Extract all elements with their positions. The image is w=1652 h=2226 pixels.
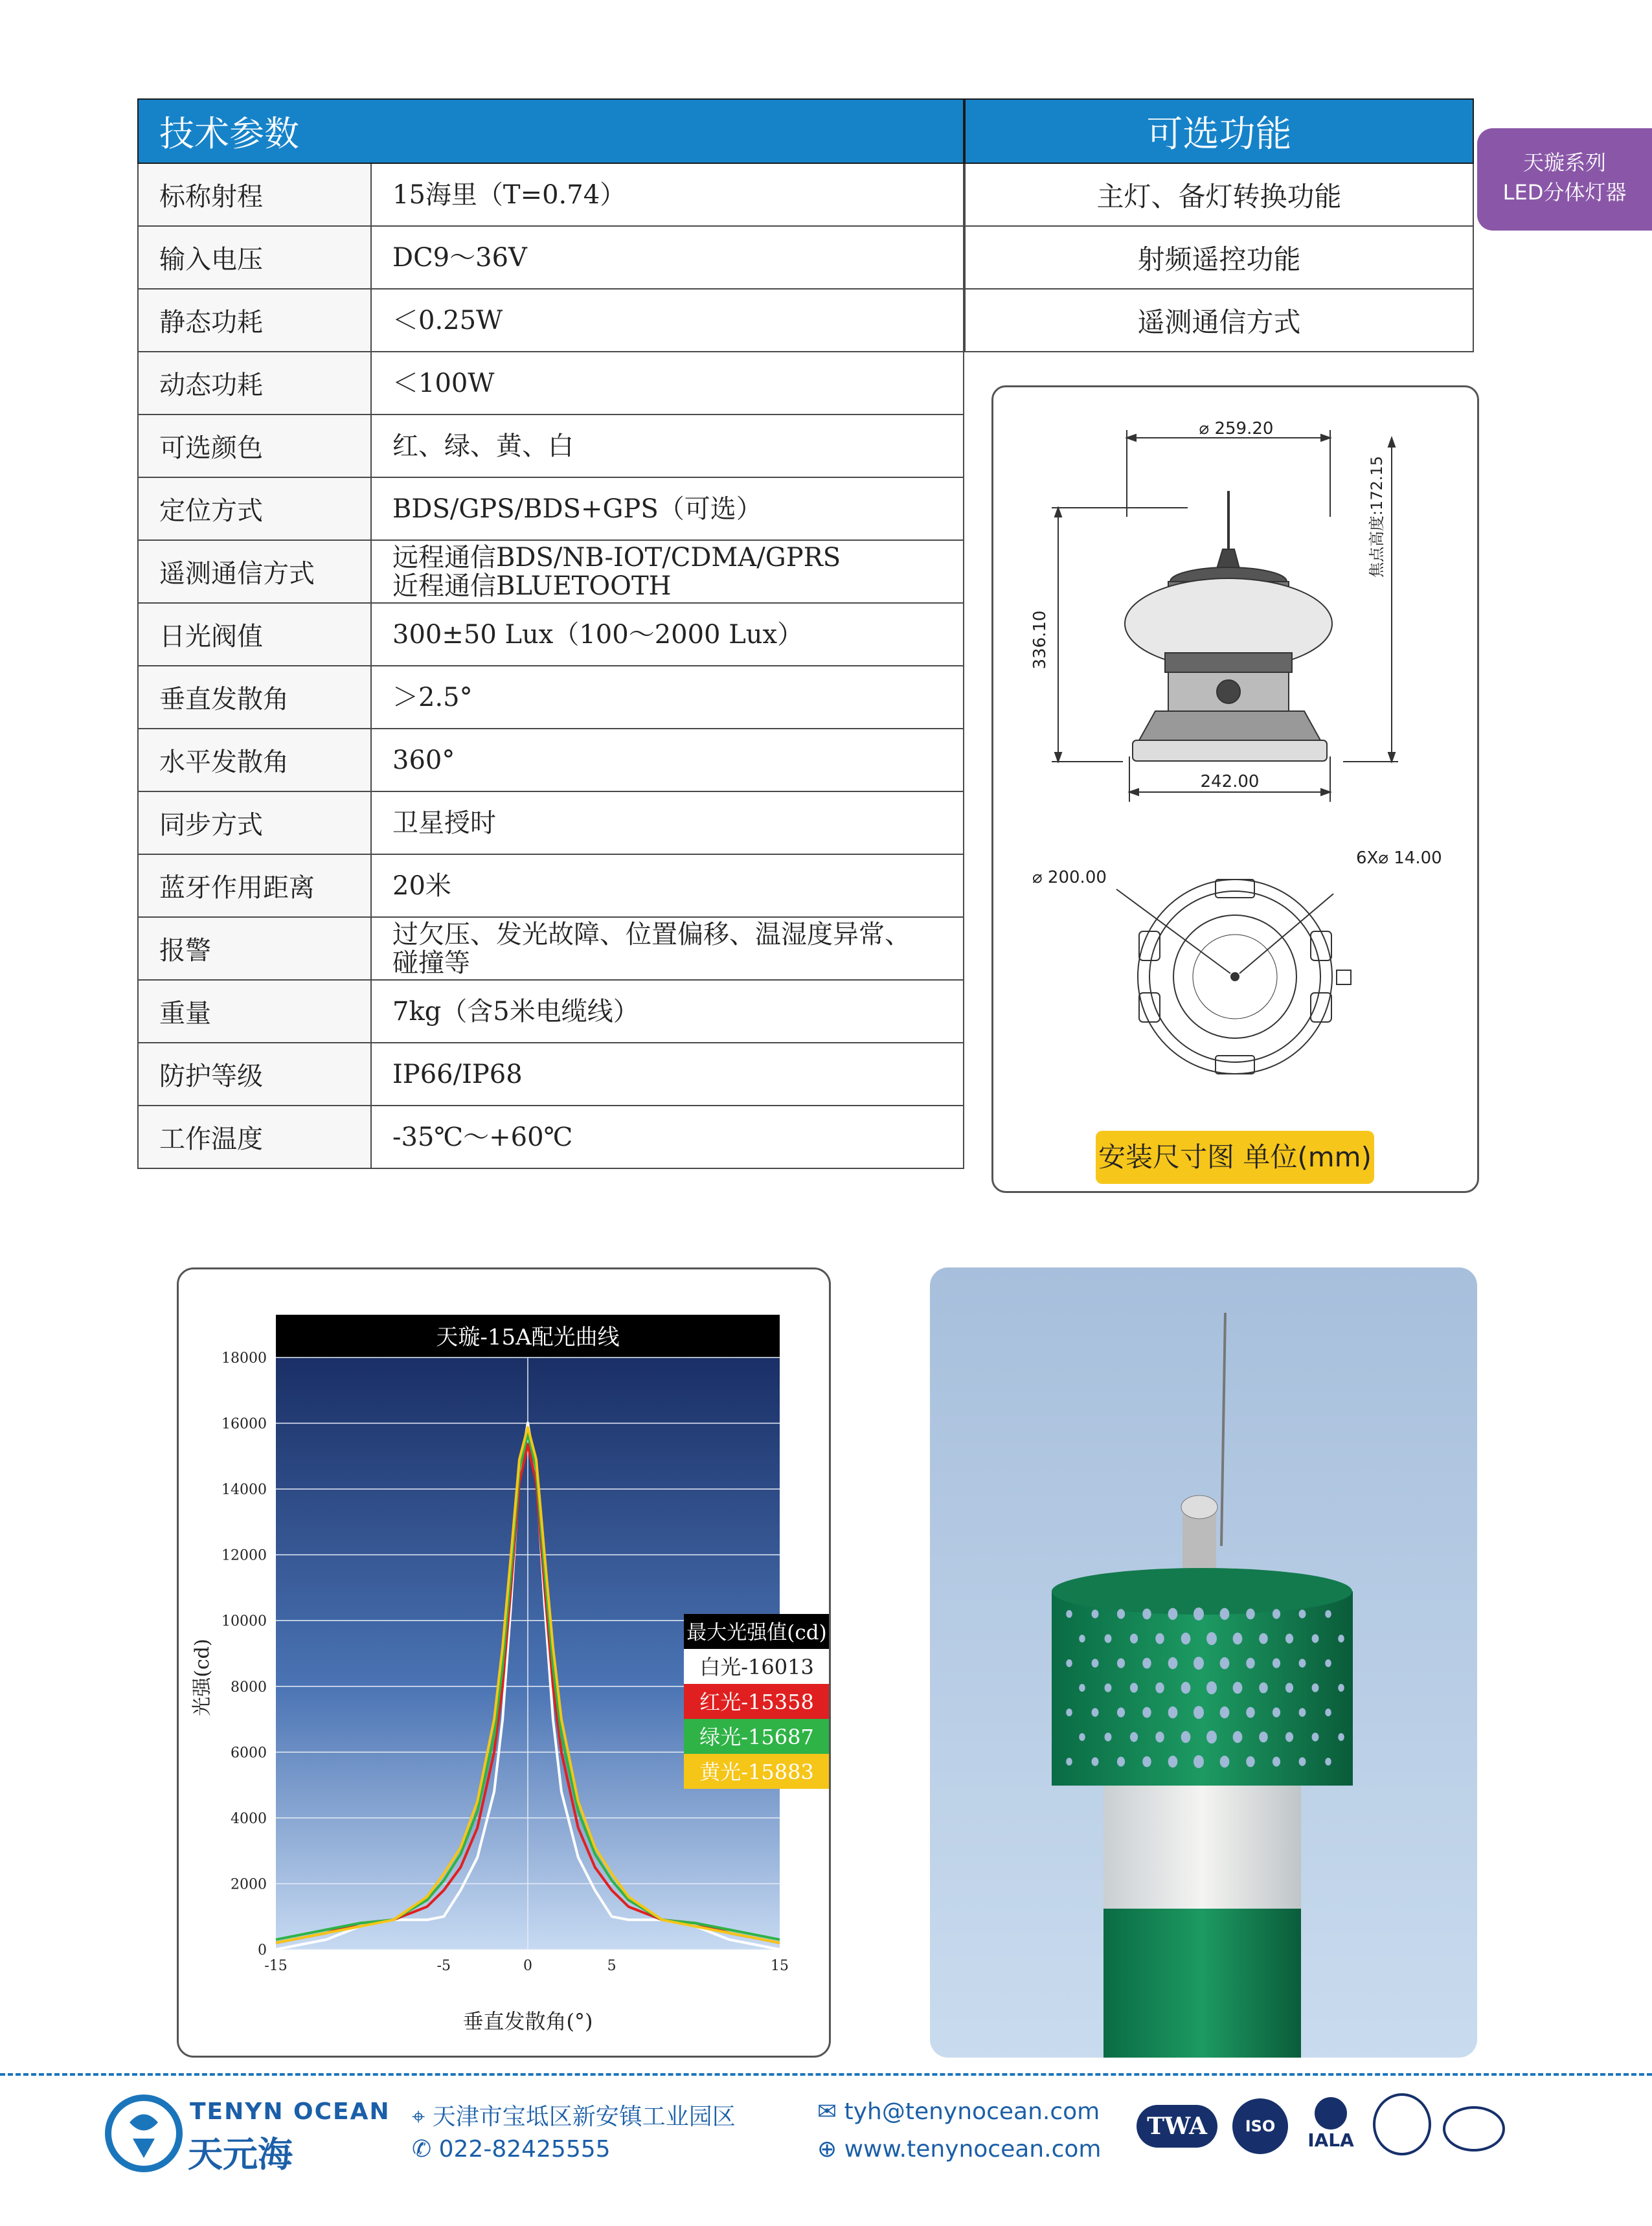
perforation-hole: [1285, 1732, 1293, 1742]
perforation-hole: [1273, 1658, 1280, 1668]
perforation-hole: [1105, 1634, 1112, 1643]
optional-feature: 主灯、备灯转换功能: [965, 163, 1473, 226]
spec-value: [371, 1043, 964, 1106]
phone-icon: ✆: [412, 2136, 439, 2163]
spec-row: [138, 854, 964, 917]
y-tick-label: 18000: [221, 1350, 267, 1367]
y-tick-label: 10000: [221, 1613, 267, 1630]
perforation-hole: [1181, 1633, 1191, 1644]
spec-row: [138, 980, 964, 1043]
email-text[interactable]: tyh@tenynocean.com: [844, 2098, 1100, 2125]
spec-value: [371, 1106, 964, 1168]
spec-value-line: DC9～36V: [392, 242, 527, 273]
spec-value-line: IP66/IP68: [392, 1059, 523, 1089]
spec-value: [371, 854, 964, 917]
y-tick-label: 0: [258, 1942, 267, 1959]
spec-value-line: ＜100W: [392, 368, 495, 398]
spec-label: 防护等级: [138, 1043, 371, 1106]
spec-value: [371, 980, 964, 1043]
y-tick-label: 4000: [231, 1810, 267, 1827]
x-tick-label: -5: [436, 1958, 451, 1974]
y-tick-label: 2000: [231, 1876, 267, 1893]
perforation-hole: [1312, 1732, 1319, 1742]
website-row[interactable]: [817, 2136, 1101, 2163]
spec-row: [138, 917, 964, 980]
spec-value: [371, 163, 964, 226]
legend-entry: 绿光-15687: [699, 1725, 814, 1749]
x-tick-label: 15: [771, 1958, 789, 1974]
spec-row: [138, 666, 964, 729]
lantern-side-view: [1125, 491, 1332, 761]
perforation-hole: [1092, 1708, 1099, 1717]
y-tick-label: 6000: [231, 1745, 267, 1762]
hole-diameter-label: 6X⌀ 14.00: [1356, 848, 1442, 868]
perforation-hole: [1079, 1733, 1085, 1741]
optional-feature-row: [965, 226, 1473, 289]
perforation-hole: [1206, 1681, 1217, 1694]
side-tab-line2: LED分体灯器: [1502, 180, 1627, 205]
y-tick-label: 8000: [231, 1679, 267, 1696]
perforation-hole: [1181, 1731, 1191, 1743]
perforation-hole: [1194, 1755, 1204, 1768]
spec-label: 可选颜色: [138, 415, 371, 477]
spec-row: [138, 163, 964, 226]
perforation-hole: [1338, 1733, 1344, 1741]
y-tick-label: 12000: [221, 1547, 267, 1564]
spec-row: [138, 791, 964, 854]
optional-feature: 遥测通信方式: [965, 289, 1473, 352]
association-seal-icon: [1443, 2106, 1505, 2152]
perforation-hole: [1066, 1659, 1072, 1667]
perforation-hole: [1142, 1658, 1151, 1669]
perforation-hole: [1273, 1707, 1280, 1717]
anchor-seal-icon: [1373, 2093, 1431, 2155]
perforation-hole: [1142, 1609, 1151, 1620]
perforation-hole: [1246, 1707, 1254, 1718]
spec-value: [371, 226, 964, 289]
spec-label: 遥测通信方式: [138, 540, 371, 603]
dimension-drawing-panel: [991, 385, 1479, 1193]
y-axis-label: 光强(cd): [191, 1639, 214, 1716]
spec-value-line: 卫星授时: [392, 808, 496, 838]
spec-value-line: 碰撞等: [392, 948, 470, 978]
series-side-tab: [1477, 128, 1652, 231]
perforation-hole: [1105, 1732, 1112, 1742]
perforation-hole: [1117, 1609, 1125, 1618]
spec-label: 水平发散角: [138, 729, 371, 791]
spec-row: [138, 1106, 964, 1168]
spec-label: 重量: [138, 980, 371, 1043]
spec-value-line: 360°: [392, 745, 455, 775]
logo-chinese: 天元海: [188, 2134, 293, 2175]
spec-value-line: 20米: [392, 870, 451, 901]
perforation-hole: [1299, 1708, 1306, 1717]
spec-value-line: 过欠压、发光故障、位置偏移、温湿度异常、: [392, 919, 911, 949]
perforation-hole: [1168, 1657, 1178, 1669]
spec-row: [138, 729, 964, 791]
dimension-caption: 安装尺寸图 单位(mm): [1096, 1131, 1374, 1184]
perforation-hole: [1233, 1682, 1243, 1694]
logo-english: TENYN OCEAN: [190, 2098, 390, 2125]
perforation-hole: [1325, 1659, 1331, 1667]
perforation-hole: [1194, 1657, 1204, 1670]
spec-value: [371, 289, 964, 352]
spec-label: 蓝牙作用距离: [138, 854, 371, 917]
perforation-hole: [1092, 1757, 1099, 1766]
perforation-hole: [1220, 1608, 1230, 1620]
perforation-hole: [1105, 1683, 1112, 1692]
perforation-hole: [1194, 1607, 1204, 1620]
perforation-hole: [1168, 1756, 1178, 1767]
perforation-hole: [1246, 1609, 1254, 1620]
lantern-bottom-view: [1116, 880, 1351, 1074]
optional-feature-row: [965, 289, 1473, 352]
perforation-hole: [1066, 1709, 1072, 1716]
installed-lantern-photo: [930, 1267, 1477, 2058]
x-tick-label: 5: [607, 1958, 617, 1974]
light-distribution-chart-panel: [177, 1267, 831, 2058]
perforation-hole: [1168, 1608, 1178, 1620]
spec-label: 输入电压: [138, 226, 371, 289]
focal-height-label: 焦点高度:172.15: [1368, 455, 1386, 578]
perforation-hole: [1130, 1683, 1138, 1692]
spec-row: [138, 1043, 964, 1106]
perforation-hole: [1092, 1659, 1099, 1668]
spec-table-header: 技术参数: [138, 99, 964, 163]
spec-row: [138, 352, 964, 415]
height-label: 336.10: [1030, 610, 1050, 670]
perforation-hole: [1142, 1707, 1151, 1718]
perforation-hole: [1206, 1731, 1217, 1743]
spec-label: 静态功耗: [138, 289, 371, 352]
spec-table: [137, 98, 964, 1169]
spec-value: [371, 352, 964, 415]
x-tick-label: -15: [264, 1958, 288, 1974]
perforation-hole: [1155, 1633, 1164, 1644]
iala-emblem-icon: [1315, 2097, 1347, 2129]
perforation-hole: [1246, 1756, 1254, 1767]
spec-value-line: ＞2.5°: [392, 682, 473, 712]
location-pin-icon: ⌖: [412, 2104, 433, 2130]
perforation-hole: [1259, 1633, 1267, 1644]
perforation-hole: [1117, 1707, 1125, 1717]
side-tab-line1: 天璇系列: [1522, 150, 1606, 175]
spec-value-line: 远程通信BDS/NB-IOT/CDMA/GPRS: [392, 542, 841, 573]
legend-entry: 红光-15358: [699, 1690, 814, 1714]
spec-row: [138, 540, 964, 603]
perforation-hole: [1079, 1684, 1085, 1692]
iala-badge: [1302, 2097, 1360, 2162]
spec-label: 标称射程: [138, 163, 371, 226]
perforation-hole: [1312, 1683, 1319, 1692]
spec-label: 报警: [138, 917, 371, 980]
bottom-diameter-label: ⌀ 200.00: [1032, 868, 1107, 887]
spec-value: [371, 477, 964, 540]
spec-value-line: -35℃～+60℃: [392, 1122, 573, 1152]
chart-title: 天璇-15A配光曲线: [436, 1324, 620, 1350]
optional-features-table: [964, 98, 1474, 352]
spec-value: [371, 666, 964, 729]
spec-value-line: ＜0.25W: [392, 305, 503, 335]
phone-row: [412, 2136, 611, 2163]
perforation-hole: [1117, 1658, 1125, 1668]
perforation-hole: [1092, 1609, 1099, 1618]
perforation-hole: [1220, 1707, 1230, 1718]
spec-row: [138, 415, 964, 477]
perforation-hole: [1338, 1684, 1344, 1692]
perforation-hole: [1325, 1709, 1331, 1716]
spec-value: [371, 603, 964, 666]
spec-label: 工作温度: [138, 1106, 371, 1168]
perforation-hole: [1259, 1683, 1267, 1694]
perforation-hole: [1325, 1610, 1331, 1618]
perforation-hole: [1285, 1633, 1293, 1643]
spec-value-line: BDS/GPS/BDS+GPS（可选）: [392, 494, 762, 524]
spec-value: [371, 415, 964, 477]
twa-badge: TWA: [1137, 2105, 1217, 2148]
perforation-hole: [1220, 1657, 1230, 1669]
perforation-hole: [1155, 1732, 1164, 1743]
top-diameter-label: ⌀ 259.20: [1199, 419, 1274, 438]
perforation-hole: [1246, 1658, 1254, 1669]
spec-label: 垂直发散角: [138, 666, 371, 729]
dimension-drawing: [993, 387, 1477, 1191]
perforation-hole: [1206, 1632, 1217, 1645]
y-tick-label: 14000: [221, 1482, 267, 1499]
perforation-hole: [1181, 1682, 1191, 1694]
phone-text: 022-82425555: [438, 2136, 611, 2163]
company-logo-icon: [104, 2093, 185, 2174]
perforation-hole: [1142, 1756, 1151, 1767]
y-tick-label: 16000: [221, 1416, 267, 1433]
legend-entry: 白光-16013: [699, 1655, 814, 1679]
globe-icon: ⊕: [817, 2136, 844, 2163]
spec-value-line: 红、绿、黄、白: [392, 431, 574, 461]
spec-row: [138, 226, 964, 289]
address-text: 天津市宝坻区新安镇工业园区: [432, 2104, 736, 2130]
address-row: [412, 2098, 736, 2131]
perforation-hole: [1259, 1732, 1267, 1743]
perforation-hole: [1233, 1731, 1243, 1743]
spec-row: [138, 603, 964, 666]
footer-divider: [0, 2073, 1652, 2076]
perforation-hole: [1325, 1758, 1331, 1766]
perforation-hole: [1130, 1732, 1138, 1742]
spec-value: [371, 540, 964, 603]
perforation-hole: [1194, 1706, 1204, 1719]
spec-label: 定位方式: [138, 477, 371, 540]
perforation-hole: [1168, 1707, 1178, 1718]
perforation-hole: [1273, 1609, 1280, 1618]
optional-features-header: 可选功能: [965, 99, 1473, 163]
perforation-hole: [1117, 1756, 1125, 1766]
spec-value-line: 300±50 Lux（100～2000 Lux）: [392, 619, 804, 650]
spec-value-line: 7kg（含5米电缆线）: [392, 996, 639, 1027]
spec-row: [138, 289, 964, 352]
perforation-hole: [1079, 1635, 1085, 1642]
optional-feature: 射频遥控功能: [965, 226, 1473, 289]
website-text[interactable]: www.tenynocean.com: [844, 2136, 1102, 2163]
perforation-hole: [1233, 1633, 1243, 1644]
optional-feature-row: [965, 163, 1473, 226]
spec-value: [371, 917, 964, 980]
perforation-hole: [1312, 1634, 1319, 1643]
perforation-hole: [1273, 1756, 1280, 1766]
perforation-hole: [1066, 1758, 1072, 1766]
iso-badge: ISO: [1232, 2098, 1288, 2154]
perforation-hole: [1299, 1757, 1306, 1766]
spec-value-line: 15海里（T=0.74）: [392, 179, 626, 210]
base-width-label: 242.00: [1200, 772, 1260, 791]
email-row[interactable]: [817, 2098, 1100, 2125]
lighthouse-illustration: [930, 1267, 1477, 2058]
perforation-hole: [1299, 1609, 1306, 1618]
iala-badge-text: IALA: [1307, 2129, 1354, 2151]
spec-value-line: 近程通信BLUETOOTH: [392, 571, 672, 601]
perforation-hole: [1299, 1659, 1306, 1668]
spec-label: 同步方式: [138, 791, 371, 854]
mail-icon: ✉: [817, 2098, 844, 2125]
x-axis-label: 垂直发散角(°): [462, 2009, 593, 2034]
spec-label: 动态功耗: [138, 352, 371, 415]
perforation-hole: [1066, 1610, 1072, 1618]
legend-entry: 黄光-15883: [699, 1760, 814, 1784]
legend-title: 最大光强值(cd): [686, 1621, 827, 1644]
x-tick-label: 0: [523, 1958, 532, 1974]
spec-value: [371, 791, 964, 854]
spec-row: [138, 477, 964, 540]
perforation-hole: [1338, 1635, 1344, 1642]
perforation-hole: [1130, 1633, 1138, 1643]
spec-label: 日光阀值: [138, 603, 371, 666]
perforation-hole: [1220, 1756, 1230, 1767]
perforation-hole: [1155, 1683, 1164, 1694]
light-distribution-chart: [179, 1269, 829, 2056]
perforation-hole: [1285, 1683, 1293, 1692]
spec-value: [371, 729, 964, 791]
